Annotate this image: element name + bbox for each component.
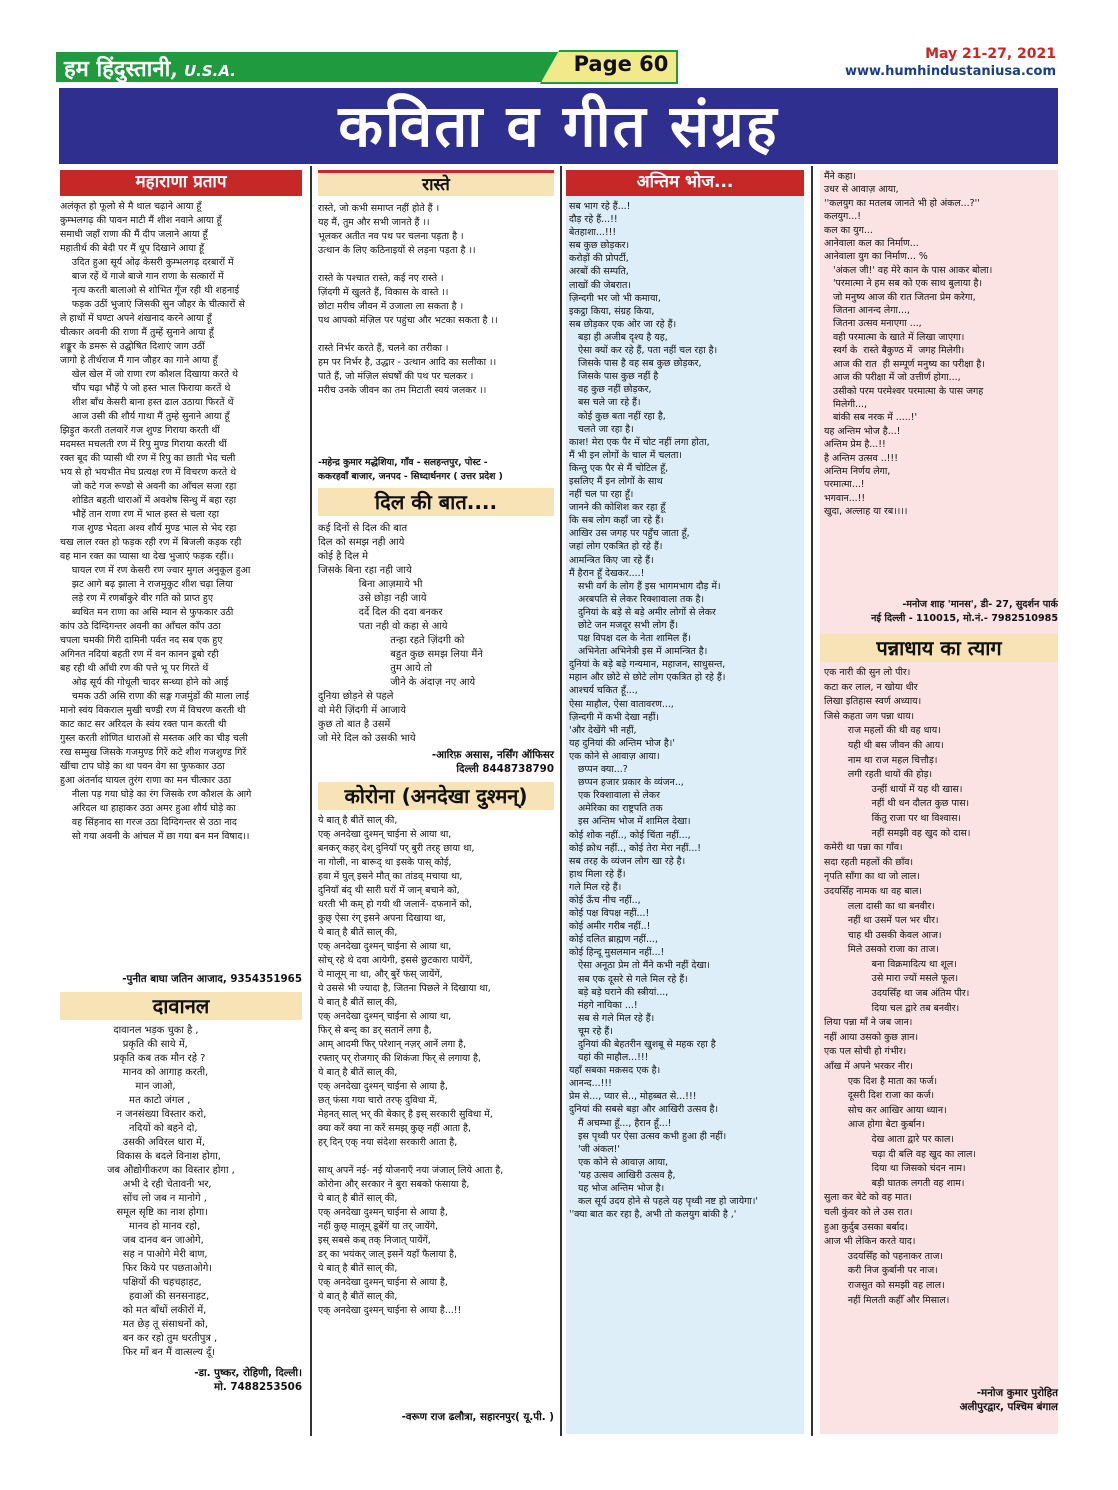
poem-credit-antim: -मनोज शाह 'मानस', डी- 27, सुदर्शन पार्क नई दिल्ली - 110015, मो.नं.- 7982510985 [871, 599, 1058, 624]
poem-credit-corona: -वरूण राज ढलौत्रा, सहारनपुर( यू.पी. ) [401, 1411, 554, 1423]
banner-title: कविता व गीत संग्रह [338, 92, 779, 160]
poem-body-corona: ये बात् है बीतें साल् की, एक् अनदेखा दुश्मन् चाईना से आया था, बनकर् कहर् देश् दुनियाँ पर् बुरी तरह् छाया था, ना गोली, ना बारूद् था इसके पास् कोई, हवा में घुल् इसने मौत् का तांडव् मचाया था, दुनियाँ बंद् थी सारी घरों में जान् बचाने को, धरती भी कम् हो गयी थी जलानें- दफनानें को, कुछ् ऐसा रंग् इसने अपना दिखाया था, ये बात् है बीतें साल् की, एक् अनदेखा दुश्मन् चाईना से आया था, सोच् रहे थे दवा आयेगी, इससे छुटकारा पायेंगें, ये मालूम् ना था, और् बुरें फंस् जायेंगें, ये उससे भी ज्यादा है, जितना पिछले ने दिखाया था, ये बात् है बीतें साल् की, एक् अनदेखा दुश्मन् चाईना से आया था, फिर् से बन्द् का डर् सतानें लगा है, आम् आदमी फिर् परेशान् नज़र् आनें लगा है, रफ्तार् पर् रोजगार् की शिकंजा फिर् से लगाया है, ये बात् है बीतें साल् की, एक् अनदेखा दुश्मन् चाईना से आया है, छत् फंसा गया चारो तरफ् दुविधा में, मेहनत् साल् भर् की बेकार् है इस् सरकारी सुविधा में, क्या करें क्या ना करें समझ् कुछ् नहीं आता है, हर् दिन् एक् नया संदेशा सरकारी आता है, साथ् अपनें नई- नई योजनाएँ नया जंजाल् लिये आता है, कोरोना और् सरकार ने बुरा सबको फंसाया है, ये बात् है बीतें साल् की, एक् अनदेखा दुश्मन् चाईना से आया है, नहीं कुछ् मालूम् डूबेंगें या तर् जायेंगे, इस् सबसे कब् तक् निजात् पायेंगें, डर् का भयंकर् जाल् इसनें यहाँ फैलाया है, ये बात् है बीतें साल् की, एक् अनदेखा दुश्मन् चाईना से आया है, ये बात् है बीतें साल् की, एक् अनदेखा दुश्मन् चाईना से आया है...!! [318, 815, 504, 1316]
poem-body-maharana: अलंकृत हो फूलो से मै थाल चढ़ाने आया हूँ कुम्भलगढ़ की पावन माटी मैं शीश नवाने आया हूँ समाधी जहाँ राणा की मैं दीप जलाने आया हूँ महातीर्थ की बेदी पर मैं धूप दिखाने आया हूँ उदित हुआ सूर्य ओढ़ केसरी कुम्भलगढ़ दरबारों में बाज रहें थें गाजे बाजे गान राणा के सत्कारों में नृत्य करती बालाओ से शोभित गूँज रही थी शहनाई फड़क उठीं भुजाएं जिसकी सुन जौहर के चीत्कारों से ले हाथों में घण्टा अपने शंखनाद करने आया हूँ चीत्कार अवनी की राणा मैं तुम्हें सुनाने आया हूँ शङ्कूर के डमरू से उद्घोषित दिशाएं जाग उठीं जागो हे तीर्थराज मैं गान जौहर का गाने आया हूँ खेल खेल में जो राणा रण कौशल दिखाया करते थे चौंप चढ़ा भौहें पे जो हस्त भाल फिराया करतें थे शीश बाँध केसरी बाना हस्त ढाल उठाया फिरतें थें आज उसी की शौर्य गाथा मैं तुम्हे सुनाने आया हूँ झिड़ुत करती तलवारें गज शुण्ड गिराया करती थीं मदमस्त मचलती रण में रिपु मुण्ड गिराया करती थीं रक्त बूद की प्यासी थी रण में रिपु का छाती भेद चली भय से हो भयभीत मेघ प्रत्यक्ष रण में विचरण करते थे जो कटे गज रूण्डो से अवनी का आँचल सजा रहा शोडित बहती धाराओं में अवशेष सिन्धु में बहा रहा भौहें तान राणा रण में भाल हस्त से चला रहा गज शुण्ड भेदता अश्व शौर्य मुण्ड भाल से भेद रहा चख लाल रक्त हो फड़क रही रण में बिजली कड़क रही वह मान रक्त का प्यासा था देख भुजाएं फड़क रहीं।। घायल रण में रण केसरी रण ज्वार मुगल अनुकूल हुआ झट आगे बढ़ झाला ने राजमुकुट शीश चढ़ा लिया लड़े रण में रणबाँकुरे वीर गति को प्राप्त हुए ब्यथित मन राणा का असि म्यान से फुफकार उठी कांप उठे दिग्दिगन्तर अवनी का आँचल काँप उठा चपला चमकी गिरी दामिनी पर्वत नद सब एक हुए अगिनत नदियां बहती रण में वन कानन डूबो रही बह रही थी आँधी रण की पत्ते भू पर गिरते थें ओढ़ सूर्य की गोधूली चादर सन्ध्या होने को आई चमक उठी असि राणा की सङ्ग गजमुंडों की माला लाई मानो स्वंय विकराल मुखी चण्डी रण में विचरण करती थी काट काट सर अरिदल के स्वंय रक्त पान करती थी गुस्ल करती शोणित धाराओं से मस्तक अरि का चीड़ चली रख सम्मुख जिसके गजमुण्ड गिरें कटे शीश गजशुण्ड गिरें खींचा टाप घोड़े का था पवन वेग सा फुफकार उठा हुआ अंतर्नाद घायल तुरंग राणा का मन चीत्कार उठा नीला पड़ गया घोड़े का रंग जिसके रण कौशल के आगे अरिदल था हाहाकर उठा अमर हुआ शौर्य घोड़े का वह सिंहनाद सा गरज उठा दिग्दिगन्तर से उठा नाद सो गया अवनी के आंचल में छा गया बन मन विषाद।। [60, 201, 252, 842]
column-3 [566, 170, 804, 1434]
poem-title-dil: दिल की बात.... [318, 488, 554, 516]
poem-title-panna: पन्नाधाय का त्याग [820, 634, 1058, 662]
newspaper-name [64, 53, 236, 83]
poem-title-corona: कोरोना (अनदेखा दुश्मन्) [318, 782, 554, 810]
poem-body-panna: एक नारी की सुन लो पीर। कटा कर लाल, न खोया धीर लिखा इतिहास स्वर्ण अध्याय। जिसे कहता जग पन्ना धाय। राज महलों की थी वह धाय। यही थी बस जीवन की आय। नाम था राज महल चित्तौड़। लगी रहती धायों की होड़। उन्हीं धायों में यह थी खास। नहीं थी धन दौलत कुछ पास। किंतु राजा पर था विश्वास। नहीं समझी वह खुद को दास। कमेरी था पन्ना का गाँव। सदा रहती महलों की छाँव। नृपति साँगा का था जो लाल। उदयसिँह नामक था वह बाल। लला दासी का था बनवीर। नहीं था उसमें पल भर धीर। चाह थी उसकी केवल आज। मिले उसको राजा का ताज। बना विक्रमादित्य था शूल। उसे मारा ज्यों मसले फूल। उदयसिँह था जब अंतिम पीर। दिया चल द्वारे तब बनवीर। लिया पन्ना माँ ने जब जान। नहीं आया उसको कुछ ज्ञान। एक पल सोची हो गंभीर। आँख में अपने भरकर नीर। एक दिश है माता का फर्ज। दूसरी दिश राजा का कर्ज। सोच कर आखिर आया ध्यान। आज होगा बेटा कुर्बान। देख आता द्वारे पर काल। चढ़ा दी बलि वह खुद का लाल। दिया था जिसको चंदन नाम। बड़ी घातक लगती वह शाम। सुला कर बेटे को वह मात। चली कुंवर को ले उस रात। हुआ कुर्दुब उसका बर्बाद। आज भी लेकिन करते याद। उदयसिँह को पहनाकर ताज। करी निज कुर्बानी पर नाज। राजसुत को समझी वह लाल। नहीं मिलती कहीँ और मिसाल। [824, 667, 976, 1306]
column-1 [60, 170, 302, 1394]
column-divider [560, 166, 562, 1436]
section-banner [59, 88, 1058, 164]
poem-body-raste: रास्ते, जो कभी समाप्त नहीं होते हैं । यह मैं, तुम और सभी जानते हैं ।। भूलकर अतीत नव पथ पर चलना पड़ता है । उत्थान के लिए कठिनाइयों से लड़ना पड़ता है ।। रास्ते के पश्चात रास्ते, कई नए रास्ते । ज़िंदगी में खुलते हैं, विकास के वास्ते ।। छोटा मरीच जीवन में उजाला ला सकता है । पथ आपको मंज़िल पर पहुंचा और भटका सकता है ।। रास्ते निर्भर करते हैं, चलने का तरीका । हम पर निर्भर है, उद्धार - उत्थान आदि का सलीका ।। पाते हैं, जो मंज़िल संघर्षों की पथ पर चलकर । मरीच उनके जीवन का तम मिटाती स्वयं जलकर ।। [318, 203, 498, 396]
poem-credit-maharana: -पुनीत बाघा जतिन आजाद, 9354351965 [122, 973, 302, 985]
poem-title-raste: रास्ते [318, 170, 554, 196]
poem-credit-raste: -महेन्द्र कुमार मद्धेशिया, गाँव - सलहन्तपुर, पोस्ट - ककरहवाँ बाजार, जनपद - सिध्दार्थनगर ( उत्तर प्रदेश ) [318, 457, 503, 482]
poem-title-maharana: महाराणा प्रताप [60, 170, 302, 196]
poem-credit-dil: -आरिफ़ असास, नर्सिंग ऑफिसर दिल्ली 8448738790 [431, 749, 554, 775]
website-link[interactable]: www.humhindustaniusa.com [844, 64, 1056, 79]
poem-credit-panna: -मनोज कुमार पुरोहित अलीपुरद्वार, पश्चिम बंगाल [959, 1387, 1058, 1413]
column-2 [318, 170, 554, 1424]
issue-date: May 21-27, 2021 [925, 46, 1056, 62]
brand-text: हम हिंदुस्तानी, [64, 56, 178, 82]
brand-suffix: U.S.A. [183, 62, 236, 80]
column-divider [811, 166, 813, 1436]
poem-body-antim-continued: मैंने कहा। उधर से आवाज़ आया, ''कलयुग का मतलब जानते भी हो अंकल...?'' कलयुग...! कल का युग... आनेवाला कल का निर्माण... आनेवाला युग का निर्माण... % 'अंकल जी!' वह मेरे कान के पास आकर बोला। 'परमात्मा ने हम सब को एक साथ बुलाया है। जो मनुष्य आज की रात जितना प्रेम करेगा, जितना आनन्द लेगा..., जितना उत्सव मनाएगा ..., वही परमात्मा के खाते में लिखा जाएगा। स्वर्ग के रास्ते बैकुण्ठ में जगह मिलेगी। आज की रात ही सम्पूर्ण मनुष्य का परीक्षा है। आज की परीक्षा में जो उत्तीर्ण होगा..., उसीको परम परमेश्वर परमात्मा के पास जगह मिलेगी..., बांकी सब नरक में .....!' यह अन्तिम भोज है...! अन्तिम प्रेम है...!! है अन्तिम उत्सव ..!!! अन्तिम निर्णय लेगा, परमात्मा...! भगवान...!! खुदा, अल्लाह या रब।।।। [824, 171, 993, 518]
column-4-content [820, 170, 1058, 1414]
masthead [56, 46, 1056, 84]
poem-title-antim: अन्तिम भोज... [566, 170, 804, 196]
poem-body-davanal: दावानल भड़क चुका है , प्रकृति की साये में, प्रकृति कब तक मौन रहे ? मानव को आगाह करती, मान जाओ, मत काटो जंगल , न जनसंख्या विस्तार करो, नदियों को बहने दो, उसकी अविरल धारा में, विकास के बदले विनाश होगा, जब औद्योगीकरण का विस्तार होगा , अभी दे रही चेतावनी भर, सोंच लो जब न मानोगे , समूल सृष्टि का नाश होगा। मानव हो मानव रहो, जब दानव बन जाओगे, सह न पाओगे मेरी बाण, फिर किये पर पछताओगे। पक्षियों की चहचहाहट, हवाओं की सनसनाहट, को मत बाँधों लकीरों में, मत छेड़ तू संसाधनों को, बन कर रहो तुम धरतीपुत्र , फिर माँ बन मैं वात्सल्य दूँ। [107, 1025, 235, 1358]
poem-body-dil: कई दिनों से दिल की बात दिल को समझ नही आये कोई है दिल मे जिसके बिना रहा नही जाये बिना आज़माये भी उसे छोड़ा नही जाये दर्दे दिल की दवा बनकर पता नही वो कहा से आये तन्हा रहते ज़िंदगी को बहुत कुछ समझ लिया मैंने तुम आये तो जीने के अंदाज़ नए आये दुनिया छोड़ने से पहले वो मेरी ज़िंदगी में आजाये कुछ तो बात है उसमें जो मेरे दिल को उसकी भाये [318, 523, 483, 744]
poem-title-davanal: दावानल [60, 992, 302, 1020]
page-number: Page 60 [573, 52, 669, 76]
column-4 [820, 170, 1058, 1434]
column-divider [310, 166, 312, 1436]
poem-credit-davanal: -डा. पुष्कर, रोहिणी, दिल्ली। मो. 7488253506 [194, 1367, 302, 1393]
poem-body-antim: सब भाग रहे हैं...! दौड़ रहे हैं...!! बेतहाशा...!!! सब कुछ छोड़कर। करोड़ों की प्रोपर्टी, अरबों की सम्पति, लाखों की जेबरात। ज़िन्दगी भर जो भी कमाया, इकट्ठा किया, संग्रह किया, सब छोड़कर एक ओर जा रहे हैं। बड़ा ही अजीब दृश्य है यह, ऐसा क्यों कर रहे हैं, पता नहीं चल रहा है। जिसके पास है वह सब कुछ छोड़कर, जिसके पास कुछ नहीं है वह कुछ नहीं छोड़कर, बस चले जा रहे हैं। कोई कुछ बता नहीं रहा है, चलते जा रहा है। काश! मेरा एक पैर में चोट नहीं लगा होता, मैं भी इन लोगों के चाल में चलता। किन्तु एक पैर से मैं चोटिल हूँ, इसलिए मैं इन लोगों के साथ नहीं चल पा रहा हूँ। जानने की कोशिश कर रहा हूँ कि सब लोग कहाँ जा रहे हैं। आखिर उस जगह पर पहुँच जाता हूँ, जहां लोग एकत्रित हो रहे हैं। आमन्त्रित किए जा रहे हैं। मैं हैरान हूँ देखकर....! सभी वर्ग के लोग हैं इस भागमभाग दौड़ में। अरबपति से लेकर रिक्शावाला तक है। दुनियां के बड़े से बड़े अमीर लोगों से लेकर छोटे जन मजदूर सभी लोग हैं। पक्ष विपक्ष दल के नेता शामिल हैं। अभिनेता अभिनेत्री इस में आमन्त्रित है। दुनियां के बड़े बड़े गन्यमान, महाजन, साधुसन्त, महान और छोटे से छोटे लोग एकत्रित हो रहे हैं। आश्चर्य चकित हूँ..., ऐसा माहौल, ऐसा वातावरण..., ज़िन्दगी में कभी देखा नहीं। 'और देखेंगे भी नहीं, यह दुनियां की अन्तिम भोज है।' एक कोने से आवाज़ आया। छप्पन क्या...? छप्पन हजार प्रकार के व्यंजन.., एक रिक्शावाला से लेकर अमेरिका का राष्ट्रपति तक इस अन्तिम भोज में शामिल देखा। कोई शोक नहीं.., कोई चिंता नहीं..., कोई क्रोध नहीं.., कोई तेरा मेरा नहीं...! सब तरह के व्यंजन लोग खा रहे है। हाथ मिला रहे हैं। गले मिल रहे हैं। कोई ऊँच नीच नहीं.., कोई पक्ष विपक्ष नहीं...! कोई अमीर गरीब नहीं..! कोई दलित ब्राह्मण नहीं..., कोई हिन्दू मुसलमान नहीं...! ऐसा अनूठा प्रेम तो मैंने कभी नहीं देखा। सब एक दूसरे से गले मिल रहे हैं। बड़े बड़े घराने की स्त्रीयां..., मंहगे नायिका ...! सब से गले मिल रहे हैं। चूम रहे हैं। दुनियां की बेहतरीन खुशबू से महक रहा है यहां की माहौल...!!! यहाँ सबका मक़सद एक है। आनन्द...!!! प्रेम से..., प्यार से.., मोहब्बत से...!!! दुनियां की सबसे बड़ा और आखिरी उत्सव है। मैं अचम्भा हूँ..., हैरान हूँ...! इस पृथ्वी पर ऐसा उत्सव कभी हुआ ही नहीं। 'जी अंकल!' एक कोने से आवाज़ आया, 'यह उत्सव आखिरी उत्सव है, यह भोज अन्तिम भोज है। कल सूर्य उदय होने से पहले यह पृथ्वी नष्ट हो जायेगा।' ''क्या बात कर रहा है, अभी तो कलयुग बांकी है ,' [569, 201, 758, 1221]
